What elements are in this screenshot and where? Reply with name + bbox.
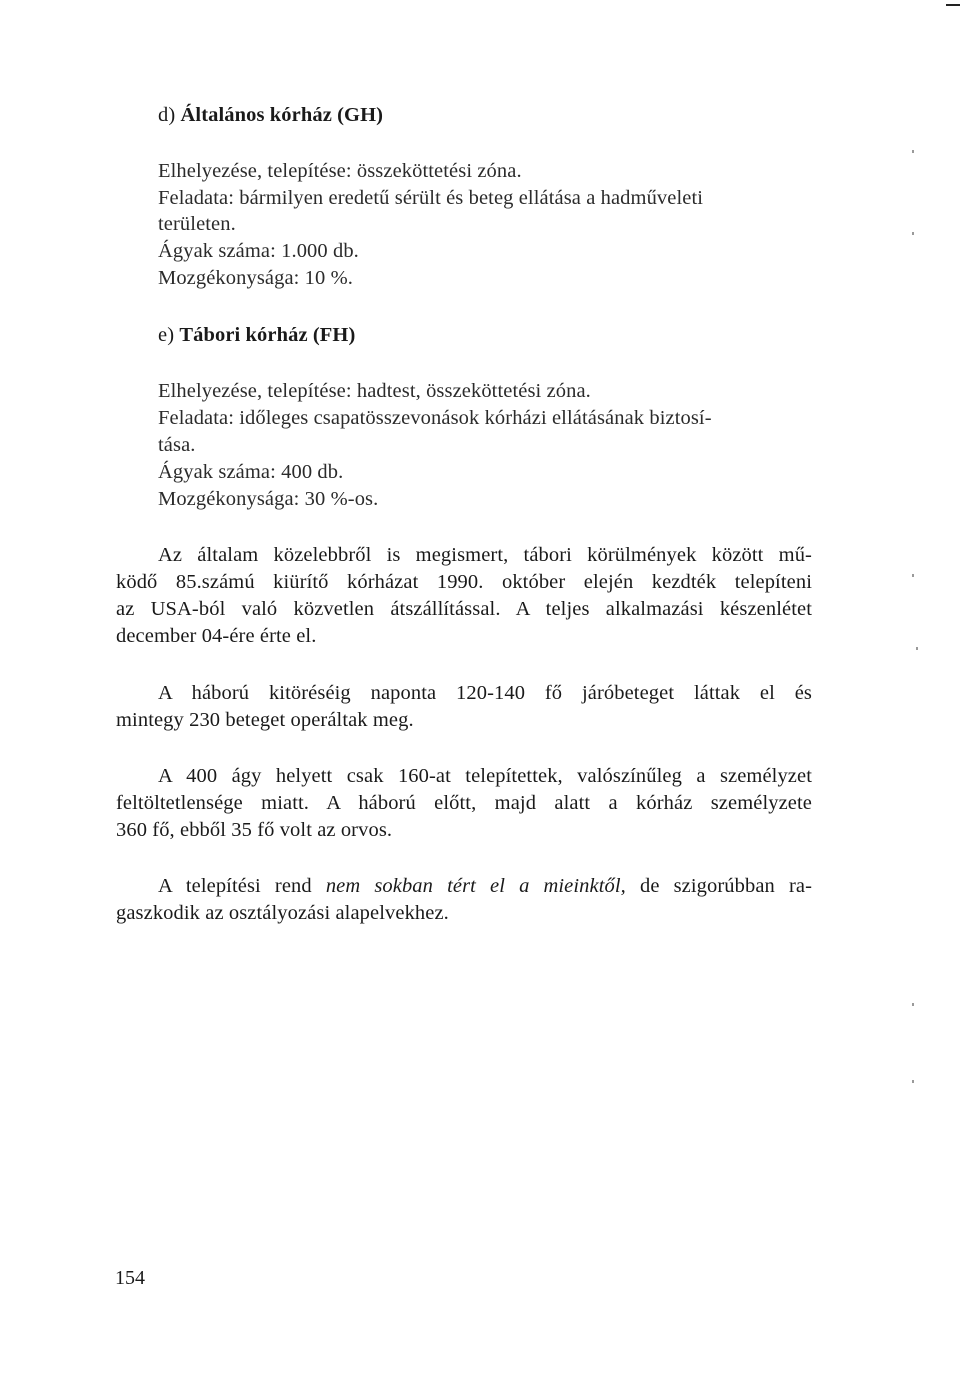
- section-e-line: Elhelyezése, telepítése: hadtest, összeköttetési zóna.: [158, 380, 591, 402]
- scan-speck: [912, 1080, 914, 1083]
- paragraph-4-text-after: de szigorúbban ra-: [625, 875, 813, 897]
- section-d-line: területen.: [158, 213, 236, 235]
- paragraph-3-line: A 400 ágy helyett csak 160-at telepítettek, valószínűleg a személyzet: [158, 765, 812, 787]
- scan-speck: [912, 150, 914, 153]
- section-d-line: Mozgékonysága: 10 %.: [158, 267, 353, 289]
- section-e-prefix: e): [158, 324, 180, 346]
- scan-speck: [916, 647, 918, 650]
- section-e-line: Ágyak száma: 400 db.: [158, 461, 344, 483]
- paragraph-4-line-2: gaszkodik az osztályozási alapelvekhez.: [116, 902, 449, 924]
- section-d-title: Általános kórház (GH): [180, 104, 384, 126]
- section-e-line: Feladata: időleges csapatösszevonások kórházi ellátásának biztosí-: [158, 407, 712, 429]
- section-d-prefix: d): [158, 104, 181, 126]
- paragraph-4-italic-phrase: nem sokban tért el a mieinktől,: [325, 875, 626, 897]
- paragraph-1-line: az USA-ból való közvetlen átszállítással. A teljes alkalmazási készenlétet: [116, 598, 812, 620]
- section-d-line: Elhelyezése, telepítése: összeköttetési zóna.: [158, 160, 522, 182]
- paragraph-1-line: ködő 85.számú kiürítő kórházat 1990. október elején kezdték telepíteni: [116, 571, 812, 593]
- scan-edge-mark: [946, 4, 960, 6]
- page-number: 154: [115, 1267, 145, 1289]
- section-d-line: Feladata: bármilyen eredetű sérült és beteg ellátása a hadműveleti: [158, 187, 704, 209]
- paragraph-2-line: mintegy 230 beteget operáltak meg.: [116, 709, 414, 731]
- paragraph-1-line: Az általam közelebbről is megismert, tábori körülmények között mű-: [158, 544, 812, 566]
- paragraph-1-line: december 04-ére érte el.: [116, 625, 317, 647]
- section-e-title: Tábori kórház (FH): [179, 324, 356, 346]
- section-d-heading: [158, 102, 383, 128]
- paragraph-3-line: feltöltetlensége miatt. A háború előtt, majd alatt a kórház személyzete: [116, 792, 812, 814]
- section-e-line: tása.: [158, 434, 196, 456]
- section-e-heading: [158, 322, 355, 348]
- scan-speck: [912, 574, 914, 577]
- section-e-line: Mozgékonysága: 30 %-os.: [158, 488, 379, 510]
- scan-speck: [912, 232, 914, 235]
- paragraph-2-line: A háború kitöréséig naponta 120-140 fő járóbeteget láttak el és: [158, 682, 812, 704]
- section-d-line: Ágyak száma: 1.000 db.: [158, 240, 359, 262]
- scan-speck: [912, 1003, 914, 1006]
- paragraph-4-line-1: [158, 873, 812, 899]
- paragraph-4-text-before: A telepítési rend: [158, 875, 326, 897]
- paragraph-3-line: 360 fő, ebből 35 fő volt az orvos.: [116, 819, 393, 841]
